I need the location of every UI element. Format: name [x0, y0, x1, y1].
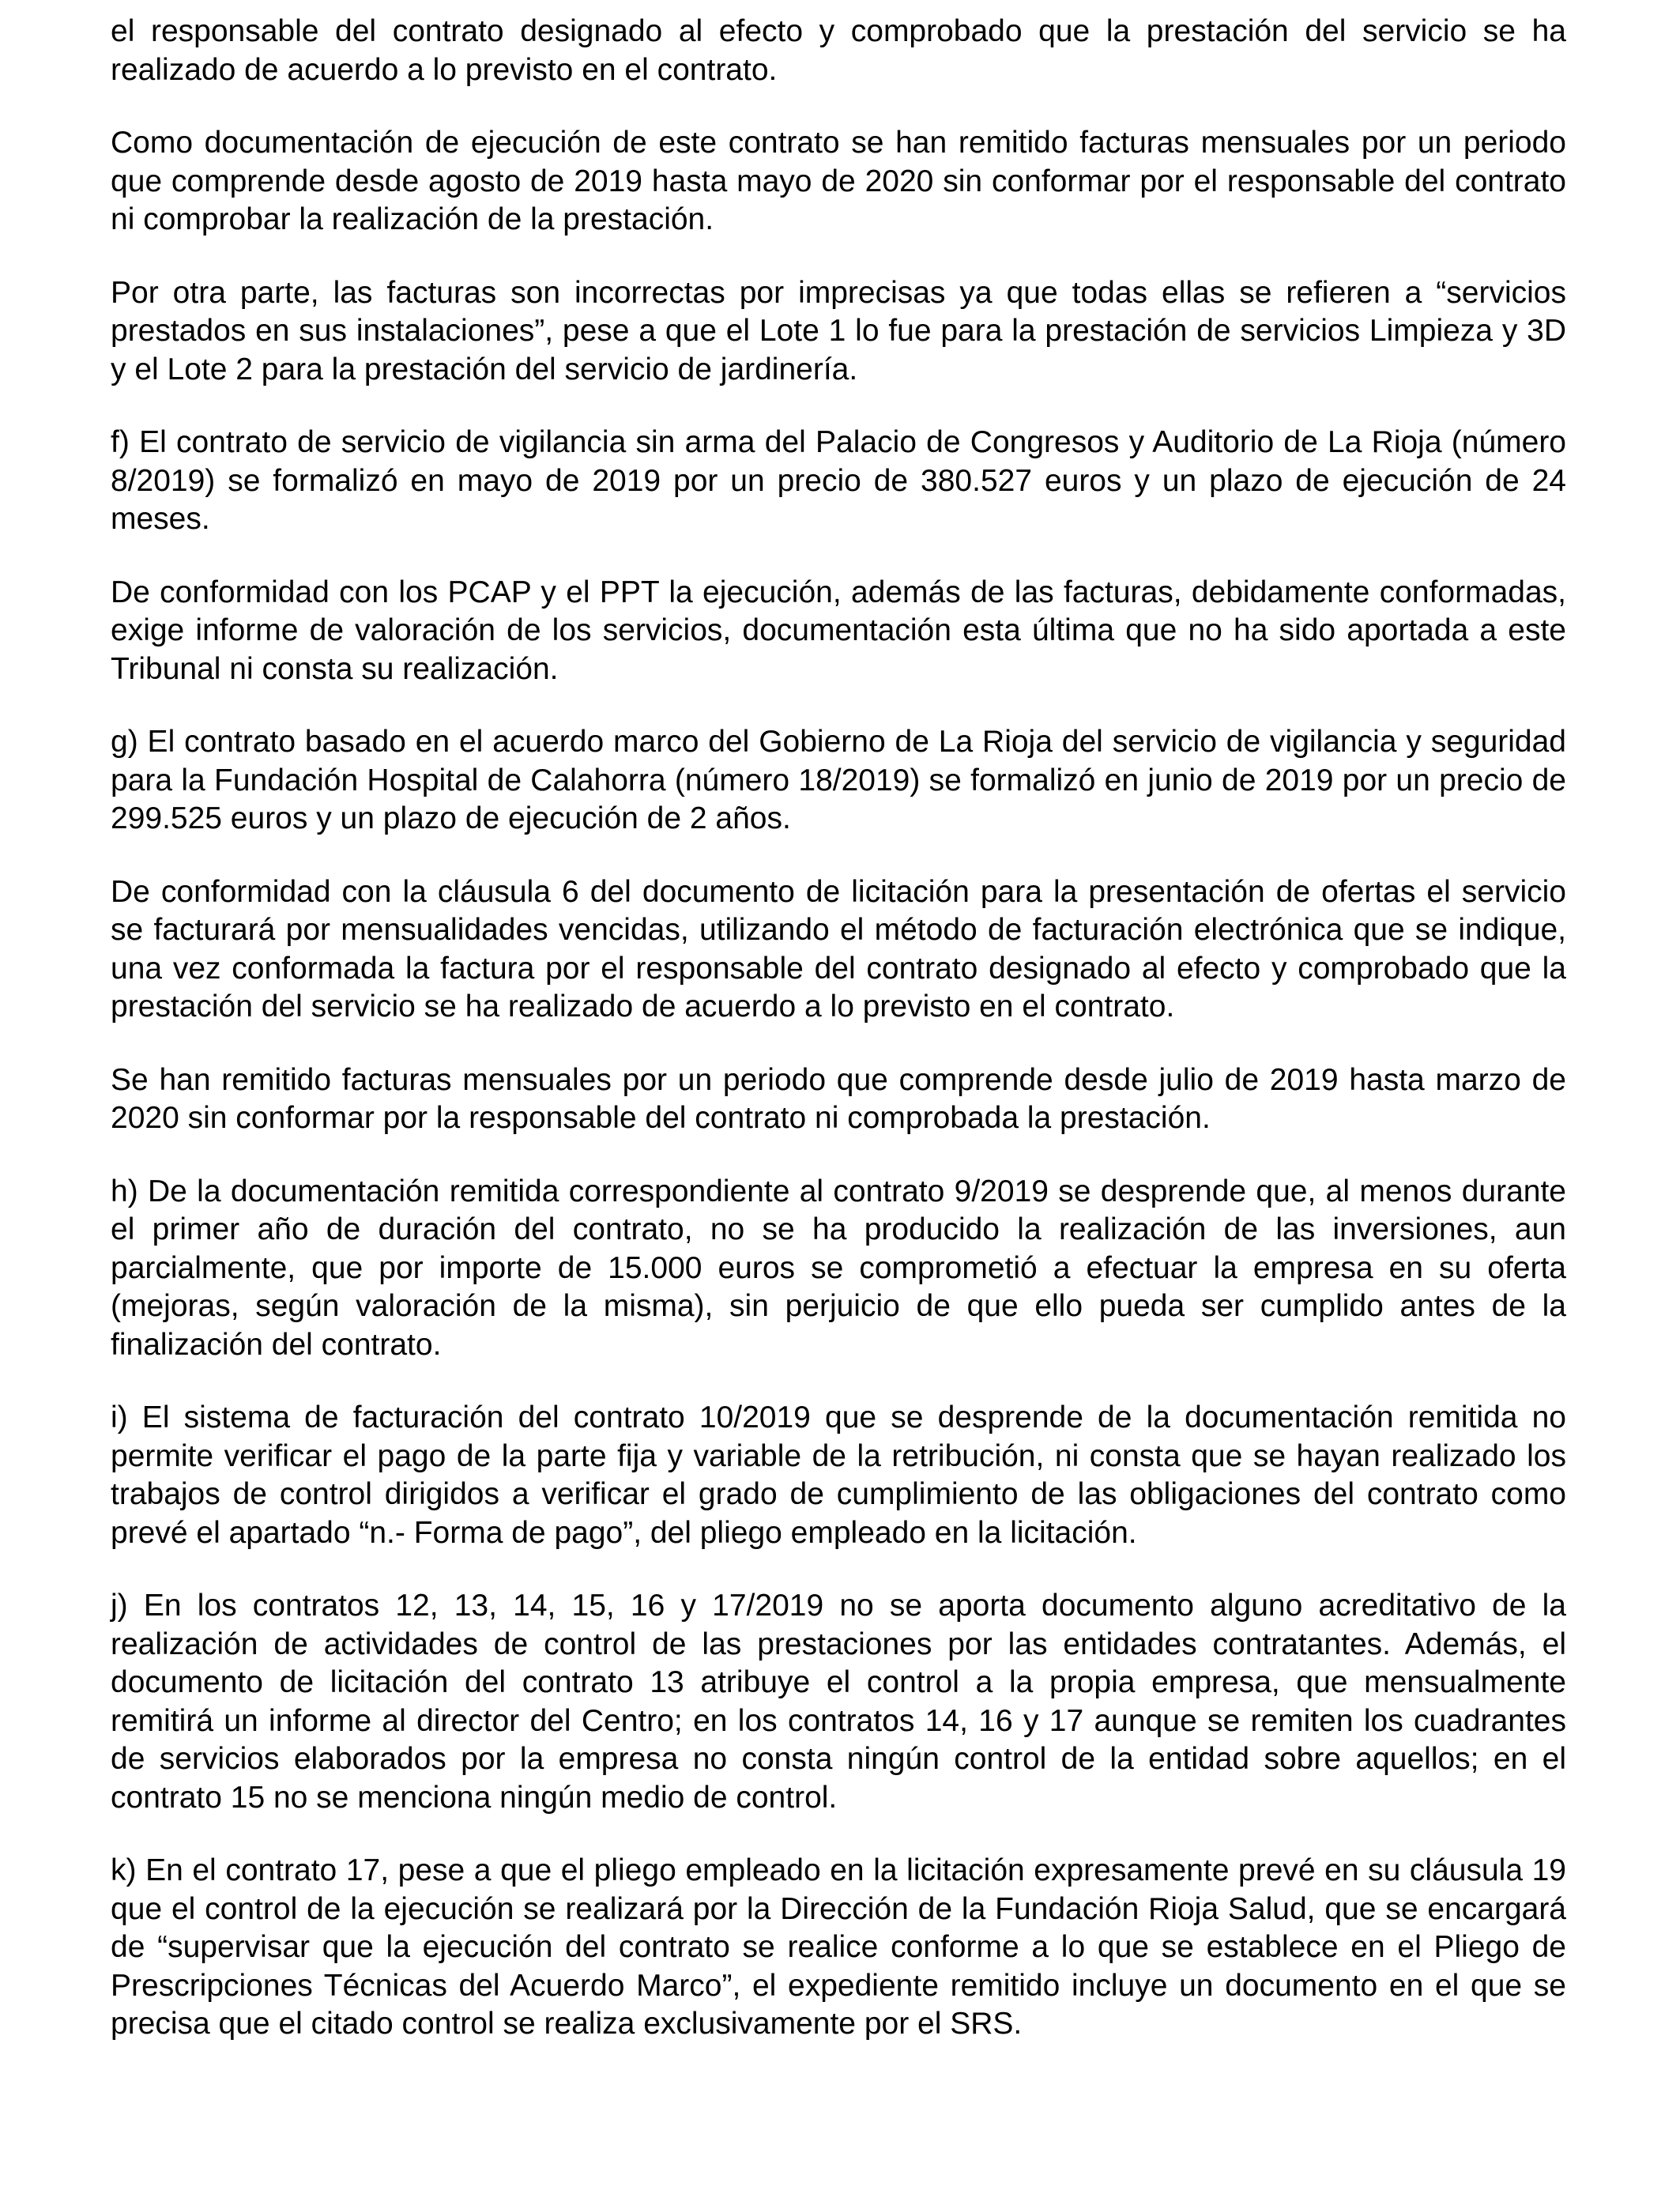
document-page [111, 13, 1566, 2044]
paragraph-10: i) El sistema de facturación del contrato 10/2019 que se desprende de la documentación remitida no permite verificar el pago de la parte fija y variable de la retribución, ni consta que se hayan realizado los trabajos de control dirigidos a verificar el grado de cumplimiento de las obligaciones del contrato como prevé el apartado “n.- Forma de pago”, del pliego empleado en la licitación. [111, 1400, 1566, 1550]
paragraph-2: Como documentación de ejecución de este contrato se han remitido facturas mensuales por un periodo que comprende desde agosto de 2019 hasta mayo de 2020 sin conformar por el responsable del contrato ni comprobar la realización de la prestación. [111, 126, 1566, 236]
paragraph-11: j) En los contratos 12, 13, 14, 15, 16 y 17/2019 no se aporta documento alguno acreditativo de la realización de actividades de control de las prestaciones por las entidades contratantes. Además, el documento de licitación del contrato 13 atribuye el control a la propia empresa, que mensualmente remitirá un informe al director del Centro; en los contratos 14, 16 y 17 aunque se remiten los cuadrantes de servicios elaborados por la empresa no consta ningún control de la entidad sobre aquellos; en el contrato 15 no se menciona ningún medio de control. [111, 1589, 1566, 1815]
paragraph-9: h) De la documentación remitida correspondiente al contrato 9/2019 se desprende que, al menos durante el primer año de duración del contrato, no se ha producido la realización de las inversiones, aun parcialmente, que por importe de 15.000 euros se comprometió a efectuar la empresa en su oferta (mejoras, según valoración de la misma), sin perjuicio de que ello pueda ser cumplido antes de la finalización del contrato. [111, 1174, 1566, 1362]
paragraph-12: k) En el contrato 17, pese a que el pliego empleado en la licitación expresamente prevé en su cláusula 19 que el control de la ejecución se realizará por la Dirección de la Fundación Rioja Salud, que se encargará de “supervisar que la ejecución del contrato se realice conforme a lo que se establece en el Pliego de Prescripciones Técnicas del Acuerdo Marco”, el expediente remitido incluye un documento en el que se precisa que el citado control se realiza exclusivamente por el SRS. [111, 1853, 1566, 2041]
paragraph-6: g) El contrato basado en el acuerdo marco del Gobierno de La Rioja del servicio de vigilancia y seguridad para la Fundación Hospital de Calahorra (número 18/2019) se formalizó en junio de 2019 por un precio de 299.525 euros y un plazo de ejecución de 2 años. [111, 725, 1566, 835]
paragraph-7: De conformidad con la cláusula 6 del documento de licitación para la presentación de ofertas el servicio se facturará por mensualidades vencidas, utilizando el método de facturación electrónica que se indique, una vez conformada la factura por el responsable del contrato designado al efecto y comprobado que la prestación del servicio se ha realizado de acuerdo a lo previsto en el contrato. [111, 874, 1566, 1023]
paragraph-4: f) El contrato de servicio de vigilancia sin arma del Palacio de Congresos y Auditorio de La Rioja (número 8/2019) se formalizó en mayo de 2019 por un precio de 380.527 euros y un plazo de ejecución de 24 meses. [111, 425, 1566, 536]
paragraph-3: Por otra parte, las facturas son incorrectas por imprecisas ya que todas ellas se refieren a “servicios prestados en sus instalaciones”, pese a que el Lote 1 lo fue para la prestación de servicios Limpieza y 3D y el Lote 2 para la prestación del servicio de jardinería. [111, 275, 1566, 386]
paragraph-5: De conformidad con los PCAP y el PPT la ejecución, además de las facturas, debidamente conformadas, exige informe de valoración de los servicios, documentación esta última que no ha sido aportada a este Tribunal ni consta su realización. [111, 575, 1566, 686]
paragraph-8: Se han remitido facturas mensuales por un periodo que comprende desde julio de 2019 hasta marzo de 2020 sin conformar por la responsable del contrato ni comprobada la prestación. [111, 1062, 1566, 1135]
paragraph-1: el responsable del contrato designado al efecto y comprobado que la prestación del servicio se ha realizado de acuerdo a lo previsto en el contrato. [111, 14, 1566, 87]
